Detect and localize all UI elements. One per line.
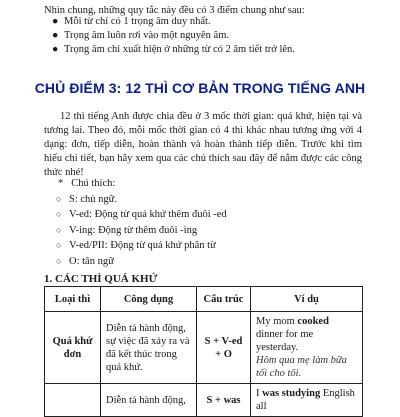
list-item: ○ O: tân ngữ xyxy=(56,254,227,270)
list-item: ○ V-ed/PII: Động từ quá khứ phân từ xyxy=(56,238,227,254)
table-row xyxy=(45,312,363,384)
table-row xyxy=(45,384,363,417)
topic-heading: CHỦ ĐIỂM 3: 12 THÌ CƠ BẢN TRONG TIẾNG ANH xyxy=(34,80,366,96)
tense-usage: Diễn tả hành động, sự việc đã xảy ra và đã kết thúc trong quá khứ. xyxy=(101,312,197,384)
intro-lead: Nhìn chung, những quy tắc này đều có 3 điểm chung như sau: xyxy=(44,5,305,16)
star-icon: * xyxy=(58,178,64,189)
column-header: Ví dụ xyxy=(251,287,363,312)
stress-rules-list xyxy=(52,15,295,57)
list-item: ○ S: chủ ngữ. xyxy=(56,192,227,208)
bullet-icon: ● xyxy=(52,44,59,55)
circle-bullet-icon: ○ xyxy=(56,209,62,219)
bullet-icon: ● xyxy=(52,30,59,41)
circle-bullet-icon: ○ xyxy=(56,193,62,204)
notes-title: * Chú thích: xyxy=(58,178,116,189)
column-header: Cấu trúc xyxy=(197,287,251,312)
column-header: Công dụng xyxy=(101,287,197,312)
example-translation: Hôm qua mẹ làm bữa tối cho tôi. xyxy=(256,355,347,379)
circle-bullet-icon: ○ xyxy=(56,224,62,235)
list-item: ● Trọng âm luôn rơi vào một nguyên âm. xyxy=(52,30,229,41)
list-item: ● Mỗi từ chỉ có 1 trọng âm duy nhất. xyxy=(52,16,211,27)
table-header-row xyxy=(45,287,363,312)
past-tenses-table xyxy=(44,286,363,417)
tense-usage: Diễn tả hành động, xyxy=(101,384,197,417)
tense-example: My mom cooked dinner for me yesterday. Hôm qua mẹ làm bữa tối cho tôi. xyxy=(251,312,363,384)
intro-paragraph: 12 thì tiếng Anh được chia đều ở 3 mốc thời gian: quá khứ, hiện tại và tương lai. Theo đó, mỗi mốc thời gian có 4 thì khác nhau tương ứng với 4 dạng: đơn, tiếp diễn, hoàn thành và hoàn thành tiếp diễn. Trước khi tìm hiểu chi tiết, bạn hãy xem qua các chủ thích sau đây để nắm được các công thức nhé! xyxy=(44,111,362,178)
list-item: ○ V-ing: Động từ thêm đuôi -ing xyxy=(56,223,227,239)
circle-bullet-icon: ○ xyxy=(56,255,62,266)
notes-block xyxy=(56,176,227,269)
tense-name xyxy=(45,384,101,417)
tense-example: I was studying English all xyxy=(251,384,363,417)
column-header: Loại thì xyxy=(45,287,101,312)
tense-structure: S + was xyxy=(197,384,251,417)
circle-bullet-icon: ○ xyxy=(56,240,62,250)
section-heading: 1. CÁC THÌ QUÁ KHỨ xyxy=(44,273,158,285)
list-item: ○ V-ed: Động từ quá khứ thêm đuôi -ed xyxy=(56,207,227,223)
list-item: ● Trọng âm chỉ xuất hiện ở những từ có 2 âm tiết trở lên. xyxy=(52,44,295,55)
tense-name: Quá khứ đơn xyxy=(45,312,101,384)
bullet-icon: ● xyxy=(52,16,59,27)
tense-structure: S + V-ed + O xyxy=(197,312,251,384)
